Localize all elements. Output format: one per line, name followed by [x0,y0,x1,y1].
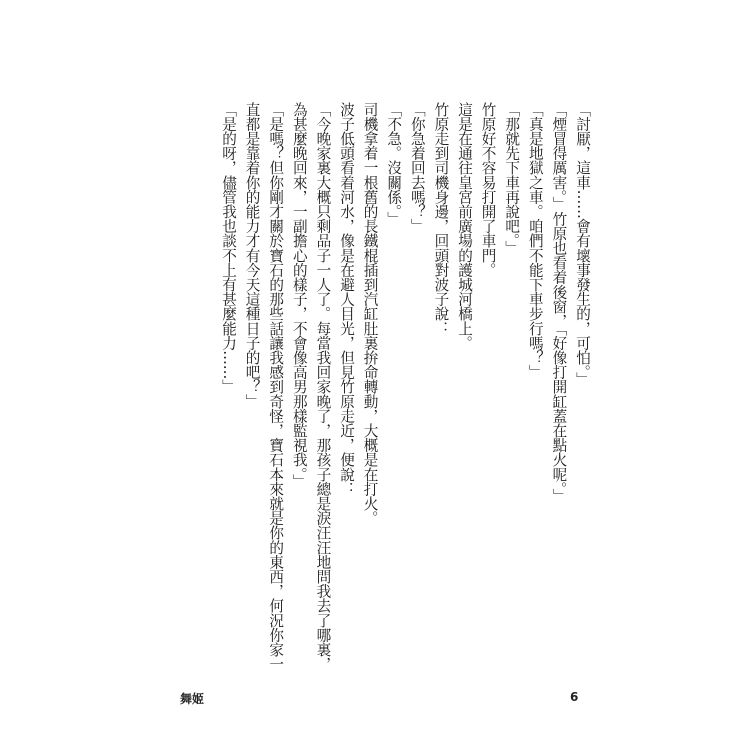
text-column: 「是的呀，儘管我也談不上有甚麼能力……」 [220,102,237,394]
text-column: 「不急。沒關係。」 [385,102,403,227]
text-column: 司機拿着一根舊的長鐵棍插到汽缸肚裏拚命轉動，大概是在打火。 [361,102,379,526]
text-column: 這是在通往皇宮前廣場的護城河橋上。 [456,102,473,351]
text-column: 直都是靠着你的能力才有今天這種日子的吧？」 [243,102,261,409]
text-column: 「那就先下車再說吧。」 [503,102,521,256]
text-column: 竹原好不容易打開了車門。 [479,102,497,278]
text-column: 「你急着回去嗎？」 [408,102,426,234]
text-column: 「煙冒得厲害。」竹原也看着後窗，「好像打開缸蓋在點火呢。」 [550,102,568,504]
text-column: 「討厭，這車……會有壞事發生的，可怕。」 [574,102,591,387]
text-column: 竹原走到司機身邊，回頭對波子說： [432,102,450,336]
text-column: 「今晚家裏大概只剩品子一人了。每當我回家晚了，那孩子總是淚汪汪地問我去了哪裏， [314,102,332,672]
page-number: 6 [570,690,579,704]
text-column: 「是嗎？但你剛才關於寶石的那些話讓我感到奇怪，寶石本來就是你的東西，何況你家一 [267,102,285,672]
text-column: 波子低頭看着河水，像是在避人目光，但見竹原走近，便說： [338,102,355,497]
running-title: 舞姬 [180,692,205,706]
text-column: 為甚麼晚回來，一副擔心的樣子，不會像高男那樣監視我。」 [290,102,308,489]
text-column: 「真是地獄之車。咱們不能下車步行嗎？」 [526,102,544,380]
